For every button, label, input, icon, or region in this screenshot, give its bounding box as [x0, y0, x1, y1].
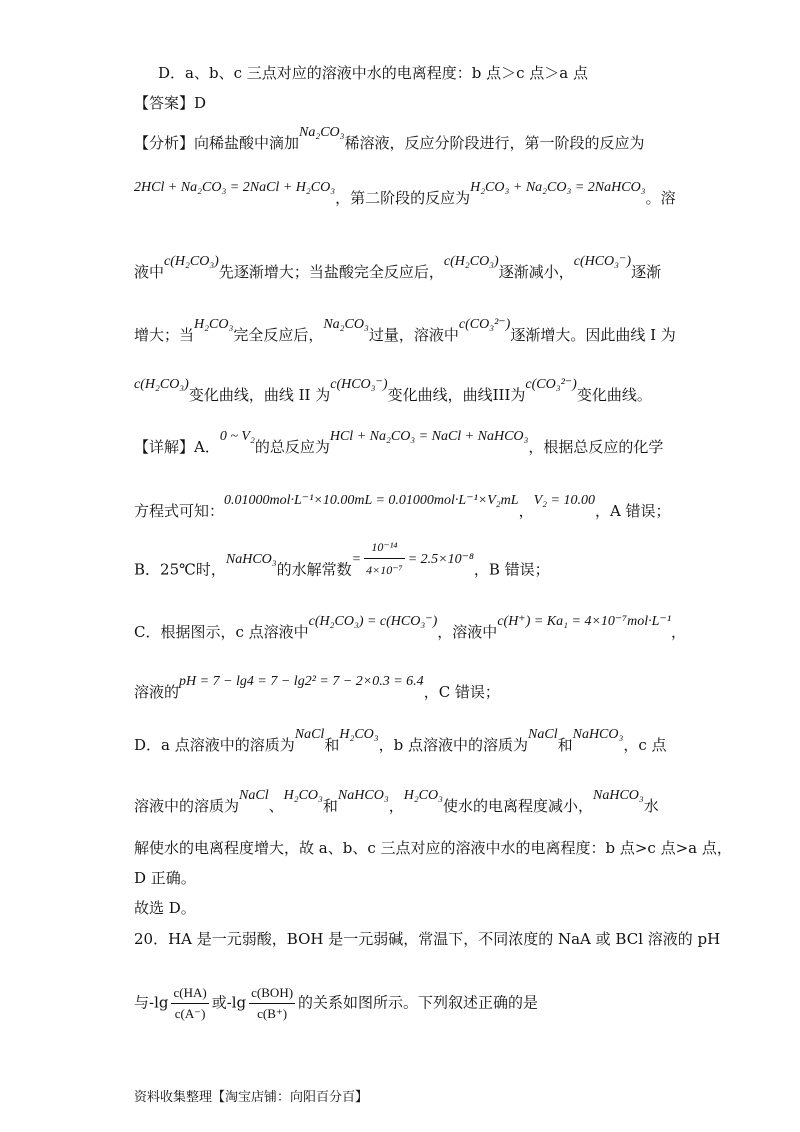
formula: Na₂CO₃	[299, 125, 345, 140]
equation: 0.01000mol·L⁻¹×10.00mL = 0.01000mol·L⁻¹×V₂mL	[224, 493, 519, 508]
formula: H₂CO₃	[339, 727, 379, 742]
formula: NaHCO₃	[593, 788, 644, 803]
page-footer: 资料收集整理【淘宝店铺：向阳百分百】	[134, 1090, 369, 1105]
formula: c(CO₃²⁻)	[458, 317, 511, 332]
formula: Na₂CO₃	[323, 317, 369, 332]
detail-line-d4: D 正确。	[134, 869, 196, 887]
detail-line-a1: 【详解】A．0 ~ V₂的总反应为HCl + Na₂CO₃ = NaCl + NaHCO₃，根据总反应的化学	[134, 429, 664, 456]
fraction: $\frac{\text{10⁻¹⁴}}{\text{4×10⁻⁷}}$	[364, 536, 405, 581]
option-d-text: D．a、b、c 三点对应的溶液中水的电离程度：b 点＞c 点＞a 点	[158, 64, 588, 82]
detail-line-d1: D．a 点溶液中的溶质为NaCl和H₂CO₃，b 点溶液中的溶质为NaCl和NaHCO₃，c 点	[134, 727, 667, 754]
formula: c(HCO₃⁻)	[573, 254, 632, 269]
equation: pH = 7 − lg4 = 7 − lg2² = 7 − 2×0.3 = 6.4	[179, 674, 424, 689]
formula: c(H₂CO₃)	[164, 254, 219, 269]
detail-line-c2: 溶液的pH = 7 − lg4 = 7 − lg2² = 7 − 2×0.3 = 6.4，C 错误；	[134, 674, 500, 701]
analysis-line-2: 2HCl + Na₂CO₃ = 2NaCl + H₂CO₃，第二阶段的反应为H₂CO₃ + Na₂CO₃ = 2NaHCO₃。溶	[134, 180, 676, 207]
equation-1: 2HCl + Na₂CO₃ = 2NaCl + H₂CO₃	[134, 180, 336, 195]
formula: c(HCO₃⁻)	[330, 377, 388, 392]
analysis-line-5: c(H₂CO₃)变化曲线，曲线 II 为c(HCO₃⁻)变化曲线，曲线III为c(CO₃²⁻)变化曲线。	[134, 377, 652, 404]
question-20-stem: 20．HA 是一元弱酸，BOH 是一元弱碱，常温下，不同浓度的 NaA 或 BCl 溶液的 pH	[134, 930, 721, 948]
formula: c(CO₃²⁻)	[525, 377, 577, 392]
formula: NaCl	[294, 727, 325, 742]
detail-line-c1: C．根据图示，c 点溶液中c(H₂CO₃) = c(HCO₃⁻)，溶液中c(H⁺) = Ka₁ = 4×10⁻⁷mol·L⁻¹，	[134, 614, 687, 641]
question-20-stem-2: 与-lg $\frac{c(HA)}{c(A^-)}$ 或-lg $\frac{\text{c(BOH)}}{c(B^+)}$ 的关系如图所示。下列叙述正确的是	[134, 983, 538, 1024]
equation: HCl + Na₂CO₃ = NaCl + NaHCO₃	[329, 429, 529, 444]
analysis-line-3: 液中c(H₂CO₃)先逐渐增大；当盐酸完全反应后，c(H₂CO₃)逐渐减小，c(HCO₃⁻)逐渐	[134, 254, 662, 281]
detail-line-d2: 溶液中的溶质为NaCl、H₂CO₃和NaHCO₃，H₂CO₃使水的电离程度减小，NaHCO₃水	[134, 788, 659, 815]
analysis-line-1: 【分析】向稀盐酸中滴加Na₂CO₃稀溶液，反应分阶段进行，第一阶段的反应为	[134, 125, 645, 152]
fraction: $\frac{\text{c(BOH)}}{c(B^+)}$	[251, 985, 294, 1021]
formula: c(H₂CO₃)	[134, 377, 189, 392]
fraction: $\frac{c(HA)}{c(A^-)}$	[173, 985, 207, 1021]
formula: 0 ~ V₂	[219, 429, 255, 444]
formula: H₂CO₃	[403, 788, 443, 803]
formula: NaHCO₃	[225, 551, 277, 567]
formula: H₂CO₃	[194, 317, 234, 332]
formula: NaCl	[239, 788, 269, 803]
detail-line-a2: 方程式可知：0.01000mol·L⁻¹×10.00mL = 0.01000mol·L⁻¹×V₂mL，V₂ = 10.00，A 错误；	[134, 493, 671, 520]
detail-line-d3: 解使水的电离程度增大，故 a、b、c 三点对应的溶液中水的电离程度：b 点>c 点>a 点，	[134, 839, 732, 857]
formula: H₂CO₃	[283, 788, 323, 803]
analysis-line-4: 增大；当H₂CO₃完全反应后，Na₂CO₃过量，溶液中c(CO₃²⁻)逐渐增大。因此曲线 I 为	[134, 317, 676, 344]
choose-line: 故选 D。	[134, 899, 196, 917]
formula: V₂ = 10.00	[533, 493, 595, 508]
detail-line-b: B．25℃时，NaHCO₃的水解常数= $\frac{\text{10⁻¹⁴}}{\text{4×10⁻⁷}}$ = 2.5×10⁻⁸，B 错误；	[134, 548, 550, 593]
formula: NaHCO₃	[337, 788, 389, 803]
equation: c(H⁺) = Ka₁ = 4×10⁻⁷mol·L⁻¹	[497, 614, 672, 629]
formula: NaCl	[528, 727, 558, 742]
answer-line: 【答案】D	[134, 94, 207, 112]
formula: c(H₂CO₃)	[443, 254, 499, 269]
equation: c(H₂CO₃) = c(HCO₃⁻)	[308, 614, 438, 629]
equation-2: H₂CO₃ + Na₂CO₃ = 2NaHCO₃	[470, 180, 646, 195]
formula: NaHCO₃	[572, 727, 624, 742]
